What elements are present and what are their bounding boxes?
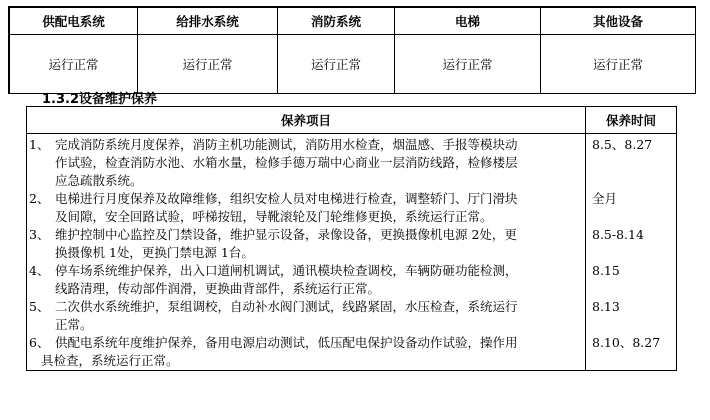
maintenance-item-line	[29, 190, 583, 208]
maintenance-time-block	[592, 226, 676, 262]
maintenance-item-number: 4、	[29, 263, 50, 278]
maintenance-time-cell	[586, 134, 677, 371]
maintenance-items-list	[29, 136, 583, 370]
maintenance-item-number: 2、	[29, 191, 50, 206]
maintenance-item-number: 5、	[29, 299, 50, 314]
maintenance-item	[29, 298, 583, 334]
maintenance-item-line	[29, 226, 583, 244]
maintenance-item-text: 应急疏散系统。	[55, 173, 143, 188]
maintenance-item-line	[29, 334, 583, 352]
maintenance-item	[29, 190, 583, 226]
maintenance-item-line	[29, 208, 583, 226]
system-status-table	[8, 6, 696, 94]
maintenance-item-text: 二次供水系统维护，泵组调校，自动补水阀门测试，线路紧固，水压检查，系统运行	[55, 299, 518, 314]
maintenance-item	[29, 334, 583, 370]
maintenance-time-value: 8.5、8.27	[592, 137, 653, 152]
maintenance-item-text: 具检查，系统运行正常。	[41, 353, 179, 368]
status-header-cell: 给排水系统	[138, 7, 278, 35]
status-value-cell: 运行正常	[9, 35, 138, 94]
maintenance-time-block	[592, 334, 676, 370]
status-header-cell: 电梯	[395, 7, 541, 35]
status-value-cell: 运行正常	[138, 35, 278, 94]
maintenance-time-value: 8.15	[592, 263, 620, 278]
maintenance-time-block	[592, 136, 676, 190]
maintenance-item-line	[29, 244, 583, 262]
maintenance-time-value: 8.13	[592, 299, 620, 314]
maintenance-item-text: 完成消防系统月度保养，消防主机功能测试，消防用水检查，烟温感、手报等模块动	[55, 137, 518, 152]
maintenance-item-text: 维护控制中心监控及门禁设备，维护显示设备，录像设备，更换摄像机电源 2处，更	[55, 227, 517, 242]
section-heading: 1.3.2设备维护保养	[42, 92, 158, 107]
maintenance-time-value: 全月	[592, 191, 618, 206]
maintenance-item-number: 1、	[29, 137, 50, 152]
status-header-cell: 供配电系统	[9, 7, 138, 35]
maintenance-item	[29, 262, 583, 298]
status-header-cell: 其他设备	[541, 7, 696, 35]
col-item-header: 保养项目	[27, 107, 586, 134]
maintenance-item-text: 电梯进行月度保养及故障维修，组织安检人员对电梯进行检查，调整轿门、厅门滑块	[55, 191, 518, 206]
maintenance-time-block	[592, 190, 676, 226]
maintenance-item-line	[29, 352, 583, 370]
status-header-row	[9, 7, 696, 35]
maintenance-body-row	[27, 134, 677, 371]
maintenance-item-line	[29, 280, 583, 298]
maintenance-item-line	[29, 298, 583, 316]
maintenance-item	[29, 136, 583, 190]
maintenance-table	[26, 106, 677, 371]
maintenance-time-block	[592, 298, 676, 334]
maintenance-item-line	[29, 154, 583, 172]
maintenance-item-number: 6、	[29, 335, 50, 350]
status-value-cell: 运行正常	[541, 35, 696, 94]
maintenance-item-text: 换摄像机 1处，更换门禁电源 1台。	[55, 245, 254, 260]
maintenance-header-row	[27, 107, 677, 134]
status-value-row	[9, 35, 696, 94]
maintenance-item-text: 停车场系统维护保养，出入口道闸机调试，通讯模块检查调校，车辆防砸功能检测，	[55, 263, 518, 278]
maintenance-time-block	[592, 262, 676, 298]
maintenance-item-text: 正常。	[55, 317, 93, 332]
maintenance-times-list	[592, 136, 676, 370]
maintenance-item-line	[29, 172, 583, 190]
maintenance-time-value: 8.10、8.27	[592, 335, 661, 350]
maintenance-item-text: 线路清理，传动部件润滑，更换曲背部件，系统运行正常。	[55, 281, 381, 296]
maintenance-items-cell	[27, 134, 586, 371]
maintenance-item-line	[29, 136, 583, 154]
maintenance-item-text: 及间隙，安全回路试验，呼梯按钮，导靴滚轮及门轮维修更换，系统运行正常。	[55, 209, 493, 224]
maintenance-item-text: 供配电系统年度维护保养，备用电源启动测试，低压配电保护设备动作试验，操作用	[55, 335, 518, 350]
maintenance-item-line	[29, 262, 583, 280]
status-header-cell: 消防系统	[278, 7, 395, 35]
maintenance-item	[29, 226, 583, 262]
maintenance-item-text: 作试验，检查消防水池、水箱水量，检修手德万瑞中心商业一层消防线路，检修楼层	[55, 155, 518, 170]
col-time-header: 保养时间	[586, 107, 677, 134]
status-value-cell: 运行正常	[395, 35, 541, 94]
maintenance-item-number: 3、	[29, 227, 50, 242]
status-value-cell: 运行正常	[278, 35, 395, 94]
maintenance-item-line	[29, 316, 583, 334]
maintenance-time-value: 8.5-8.14	[592, 227, 644, 242]
